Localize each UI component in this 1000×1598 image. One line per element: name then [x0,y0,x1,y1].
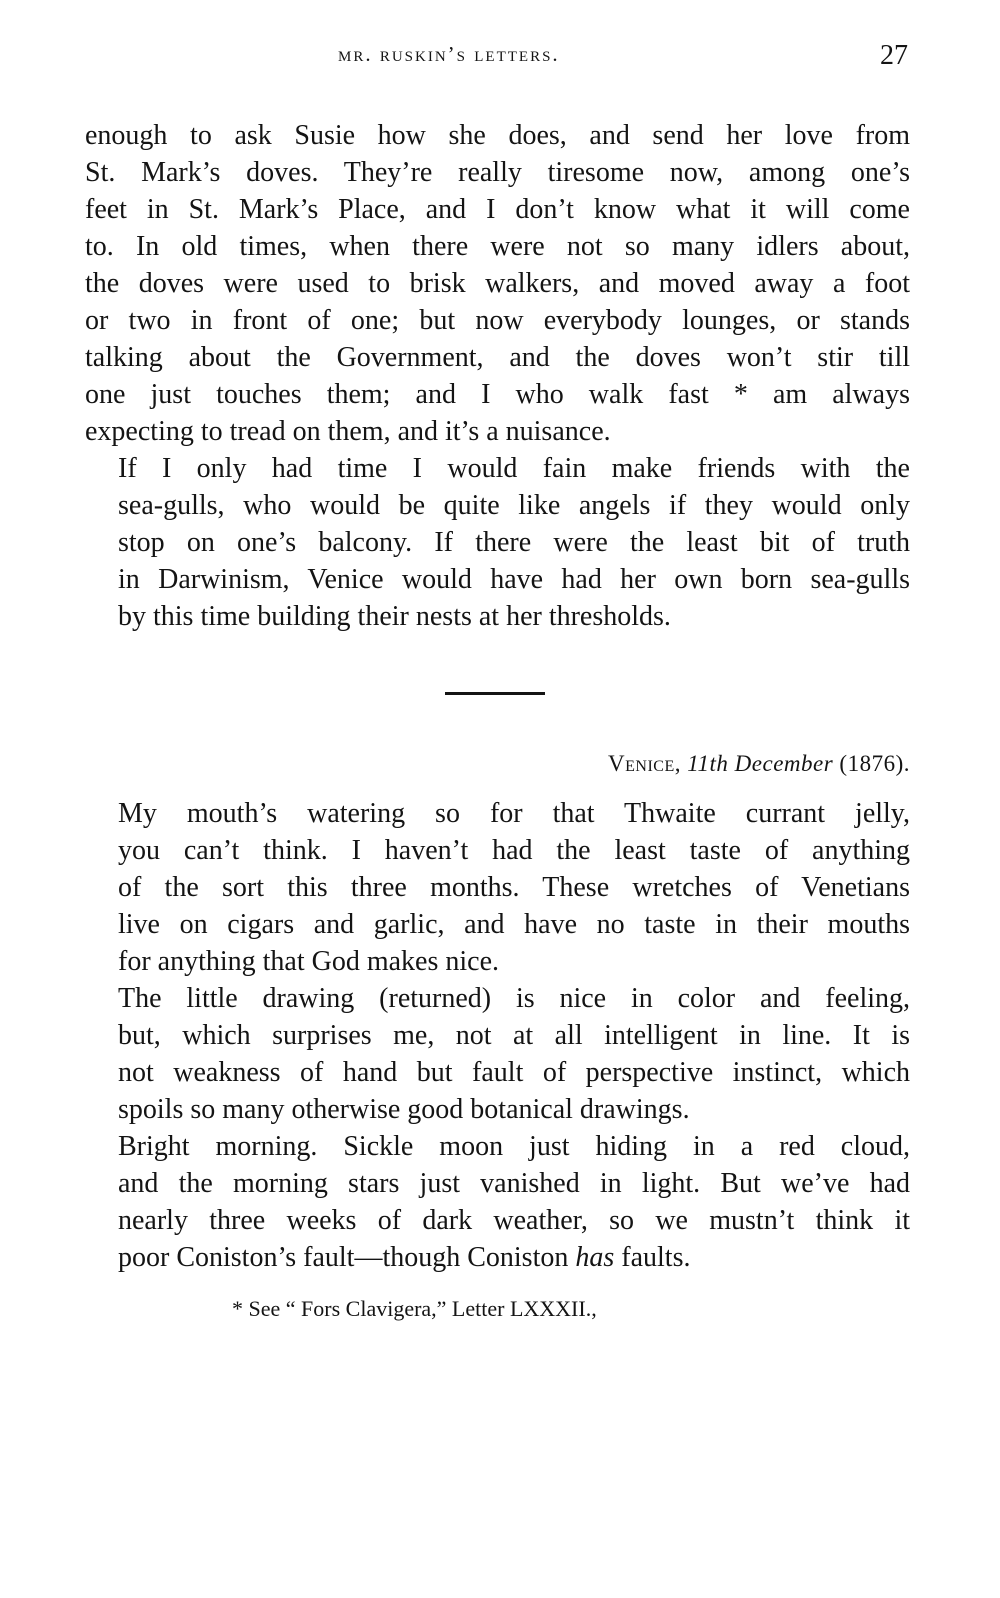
letter-continuation [85,117,910,635]
text-line: the doves were used to brisk walkers, and moved away a foot [85,268,910,299]
text-line: Bright morning. Sickle moon just hiding in a red cloud, [118,1131,910,1162]
text-line: feet in St. Mark’s Place, and I don’t know what it will come [85,194,910,225]
text-line: St. Mark’s doves. They’re really tiresome now, among one’s [85,157,910,188]
text-line: If I only had time I would fain make friends with the [118,453,910,484]
text-line: not weakness of hand but fault of perspective instinct, which [118,1057,910,1088]
dateline-year: (1876). [839,751,910,776]
text-line: by this time building their nests at her thresholds. [118,601,671,632]
paragraph-drawing [85,980,910,1128]
text-line: live on cigars and garlic, and have no taste in their mouths [118,909,910,940]
dateline-place: Venice, [608,751,681,776]
text-line: spoils so many otherwise good botanical drawings. [118,1094,690,1125]
text-fragment: poor Coniston’s fault—though Coniston [118,1242,576,1273]
paragraph-sea-gulls [85,450,910,635]
text-fragment: faults. [614,1242,691,1273]
text-line: nearly three weeks of dark weather, so we mustn’t think it [118,1205,910,1236]
text-line [85,1239,910,1276]
letter-body [85,795,910,1276]
text-line: stop on one’s balcony. If there were the least bit of truth [118,527,910,558]
text-line: you can’t think. I haven’t had the least taste of anything [118,835,910,866]
text-line: or two in front of one; but now everybody lounges, or stands [85,305,910,336]
running-head: mr. ruskin’s letters. [338,42,560,66]
letter-dateline [608,752,910,775]
text-line: and the morning stars just vanished in light. But we’ve had [118,1168,910,1199]
text-line: My mouth’s watering so for that Thwaite currant jelly, [118,798,910,829]
text-line: one just touches them; and I who walk fast * am always [85,379,910,410]
text-line: The little drawing (returned) is nice in color and feeling, [118,983,910,1014]
paragraph-doves [85,117,910,450]
paragraph-currant-jelly [85,795,910,980]
text-line: of the sort this three months. These wretches of Venetians [118,872,910,903]
text-line: for anything that God makes nice. [118,946,500,977]
text-line: to. In old times, when there were not so many idlers about, [85,231,910,262]
text-line: expecting to tread on them, and it’s a nuisance. [85,416,611,447]
text-line: sea-gulls, who would be quite like angels if they would only [118,490,910,521]
footnote: * See “ Fors Clavigera,” Letter LXXXII., [232,1296,597,1321]
dateline-date: 11th December [687,751,834,776]
text-line: talking about the Government, and the doves won’t stir till [85,342,910,373]
emphasis-has: has [575,1242,615,1273]
page-number: 27 [880,40,908,71]
paragraph-morning [85,1128,910,1276]
text-line: in Darwinism, Venice would have had her own born sea-gulls [118,564,910,595]
text-line: but, which surprises me, not at all intelligent in line. It is [118,1020,910,1051]
section-divider [445,692,545,695]
text-line: enough to ask Susie how she does, and send her love from [85,120,910,151]
